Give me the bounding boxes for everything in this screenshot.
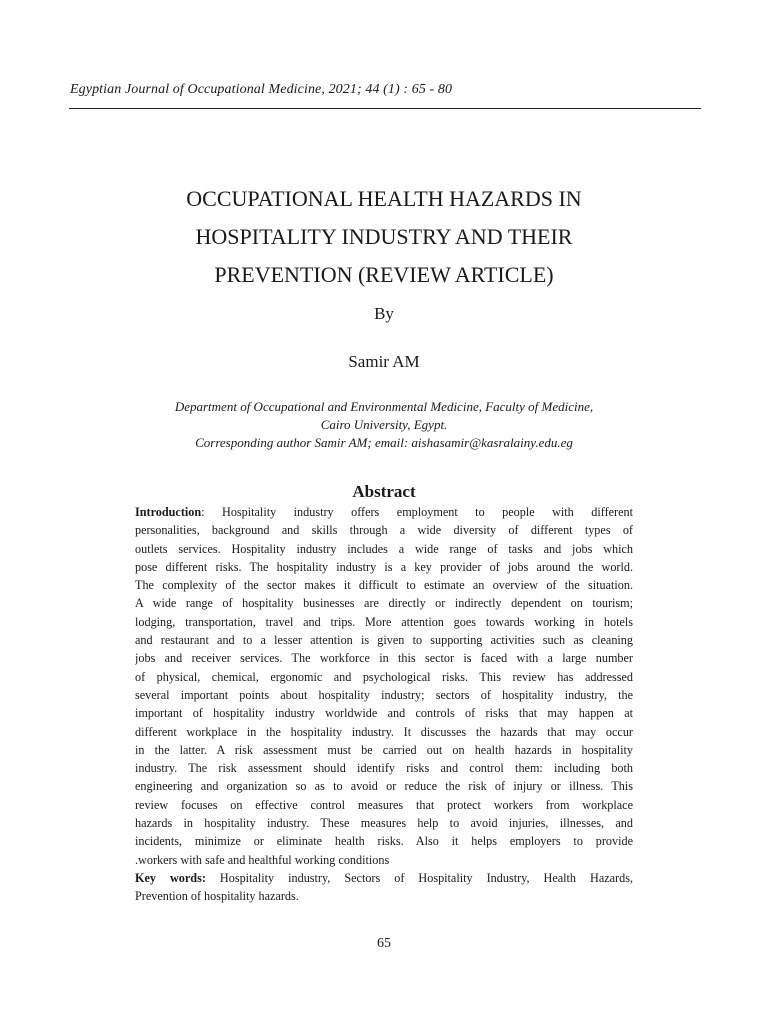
author-name: Samir AM [348,352,420,371]
title-line: PREVENTION (REVIEW ARTICLE) [214,262,554,287]
abstract-line: different workplace in the hospitality industry. It discusses the hazards that may occur [135,724,633,739]
abstract-line: incidents, minimize or eliminate health risks. Also it helps employers to provide [135,834,633,849]
introduction-label: Introduction [135,505,202,519]
abstract-line: in the latter. A risk assessment must be carried out on health hazards in hospitality [135,742,633,757]
abstract-text: : Hospitality industry offers employment to people with different [201,505,633,519]
affiliation-line: Department of Occupational and Environmental Medicine, Faculty of Medicine, [174,399,594,414]
title-line: HOSPITALITY INDUSTRY AND THEIR [195,224,573,249]
abstract-line: hazards in hospitality industry. These measures help to avoid injuries, illnesses, and [135,816,633,831]
abstract-line: and restaurant and to a lesser attention is given to supporting activities such as cleaning [135,633,633,648]
abstract-line: outlets services. Hospitality industry includes a wide range of tasks and jobs which [135,541,633,556]
abstract-line: of physical, chemical, ergonomic and psychological risks. This review has addressed [135,669,633,684]
abstract-line: .workers with safe and healthful working conditions [135,852,390,867]
abstract-line: personalities, background and skills through a wide diversity of different types of [135,523,633,538]
abstract-line: pose different risks. The hospitality industry is a key provider of jobs around the world. [135,559,633,574]
corresponding-author: Corresponding author Samir AM; email: aishasamir@kasralainy.edu.eg [195,435,573,450]
abstract-heading: Abstract [352,482,416,501]
keywords-text: Hospitality industry, Sectors of Hospitality Industry, Health Hazards, [205,870,633,885]
by-label: By [374,304,394,323]
abstract-line: industry. The risk assessment should identify risks and control them: including both [135,761,633,776]
affiliation [100,398,668,452]
journal-citation: Egyptian Journal of Occupational Medicine, 2021; 44 (1) : 65 - 80 [70,82,453,97]
abstract-body [135,503,633,906]
keywords-line [135,869,633,887]
abstract-line: jobs and receiver services. The workforce in this sector is faced with a large number [135,651,633,666]
abstract-line: The complexity of the sector makes it difficult to estimate an overview of the situation. [135,578,633,593]
abstract-line [135,503,633,521]
abstract-line: review focuses on effective control measures that protect workers from workplace [135,797,633,812]
abstract-line: engineering and organization so as to avoid or reduce the risk of injury or illness. This [135,779,633,794]
abstract-line: important of hospitality industry worldwide and controls of risks that may happen at [135,706,633,721]
abstract-line: A wide range of hospitality businesses are directly or indirectly dependent on tourism; [135,596,633,611]
keywords-label: Key words: [135,870,206,885]
header-rule [69,108,701,109]
keywords-line: Prevention of hospitality hazards. [135,889,299,904]
abstract-line: several important points about hospitality industry; sectors of hospitality industry, the [135,687,633,702]
page-number: 65 [377,936,391,951]
article-title [100,180,668,294]
affiliation-line: Cairo University, Egypt. [320,417,448,432]
title-line: OCCUPATIONAL HEALTH HAZARDS IN [186,186,582,211]
abstract-line: lodging, transportation, travel and trips. More attention goes towards working in hotels [135,614,633,629]
